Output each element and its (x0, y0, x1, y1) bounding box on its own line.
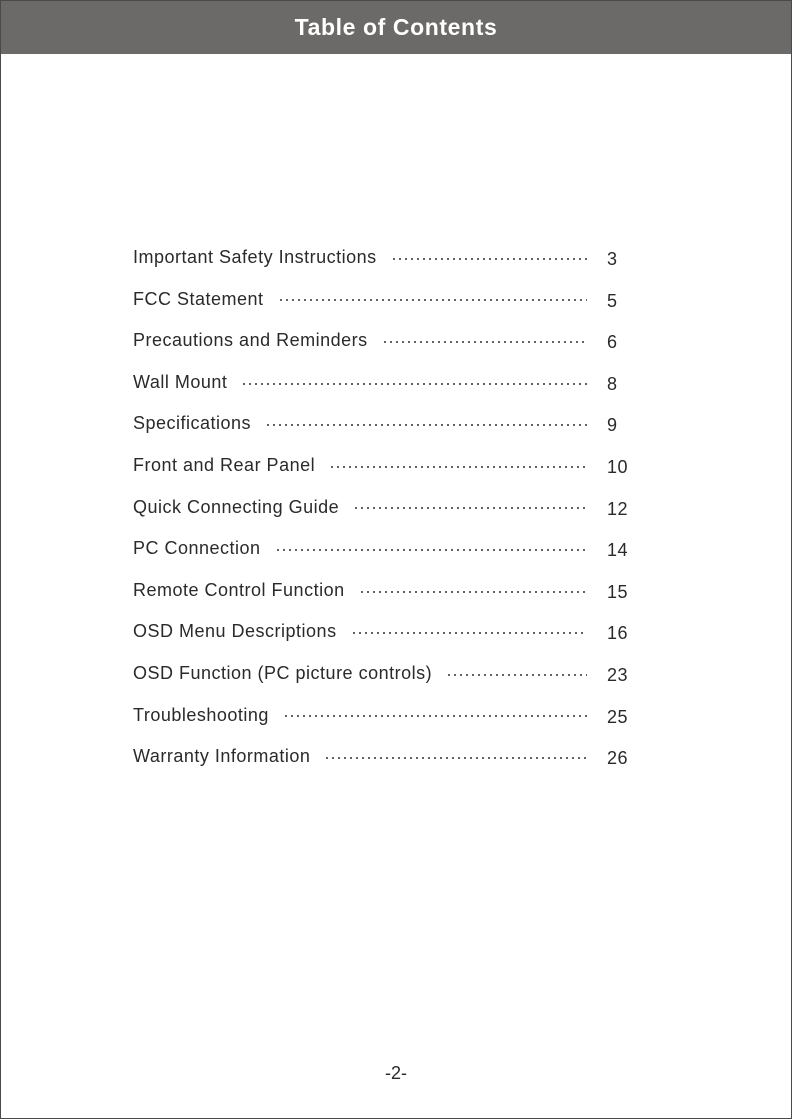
dot-leader (391, 258, 587, 260)
toc-entry-title: Front and Rear Panel (133, 454, 316, 475)
toc-entry-page-number: 12 (607, 498, 629, 519)
toc-entry-title: OSD Function (PC picture controls) (133, 662, 433, 683)
toc-entry-title: Troubleshooting (133, 704, 269, 725)
toc-entry-title: OSD Menu Descriptions (133, 621, 337, 642)
dot-leader (278, 299, 587, 301)
dot-leader (446, 674, 587, 676)
toc-entry-title: Remote Control Function (133, 579, 345, 600)
toc-entry-page-number: 14 (607, 540, 629, 561)
dot-leader (324, 757, 587, 759)
dot-leader (351, 632, 587, 634)
toc-entry-page-number: 6 (607, 332, 618, 353)
toc-entry[interactable] (133, 653, 633, 695)
toc-entry-title: Quick Connecting Guide (133, 496, 340, 517)
toc-entry[interactable] (133, 362, 633, 404)
toc-entry-page-number: 26 (607, 748, 629, 769)
toc-entry-page-number: 10 (607, 456, 629, 477)
page-title: Table of Contents (294, 14, 498, 40)
dot-leader (275, 549, 587, 551)
toc-entry[interactable] (133, 445, 633, 487)
page-number: -2- (385, 1063, 407, 1083)
toc-entry-title: Wall Mount (133, 371, 228, 392)
toc-entry-title: FCC Statement (133, 288, 264, 309)
header-bar (1, 1, 791, 54)
toc-entry-page-number: 8 (607, 373, 618, 394)
toc-entry-page-number: 3 (607, 249, 618, 269)
dot-leader (353, 507, 587, 509)
toc-entry-page-number: 9 (607, 415, 618, 436)
toc-entry[interactable] (133, 570, 633, 612)
toc-entry[interactable] (133, 695, 633, 737)
toc-entry[interactable] (133, 279, 633, 321)
toc-entry[interactable] (133, 237, 633, 279)
toc-entry-title: Important Safety Instructions (133, 247, 377, 267)
toc-entry-title: PC Connection (133, 538, 261, 559)
toc-entry-page-number: 23 (607, 664, 629, 685)
toc-entry-page-number: 16 (607, 623, 629, 644)
dot-leader (382, 341, 587, 343)
toc-entry[interactable] (133, 611, 633, 653)
dot-leader (241, 383, 587, 385)
toc-entry[interactable] (133, 320, 633, 362)
toc-entry-title: Warranty Information (133, 746, 311, 767)
dot-leader (359, 591, 587, 593)
toc-entry[interactable] (133, 528, 633, 570)
toc-entry[interactable] (133, 487, 633, 529)
table-of-contents (133, 237, 633, 778)
dot-leader (283, 715, 587, 717)
toc-entry-page-number: 15 (607, 581, 629, 602)
toc-entry-title: Precautions and Reminders (133, 330, 368, 351)
toc-entry[interactable] (133, 403, 633, 445)
toc-entry-page-number: 5 (607, 290, 618, 311)
dot-leader (265, 424, 587, 426)
toc-entry-page-number: 25 (607, 706, 629, 727)
dot-leader (329, 466, 587, 468)
toc-entry-title: Specifications (133, 413, 252, 434)
toc-entry[interactable] (133, 736, 633, 778)
